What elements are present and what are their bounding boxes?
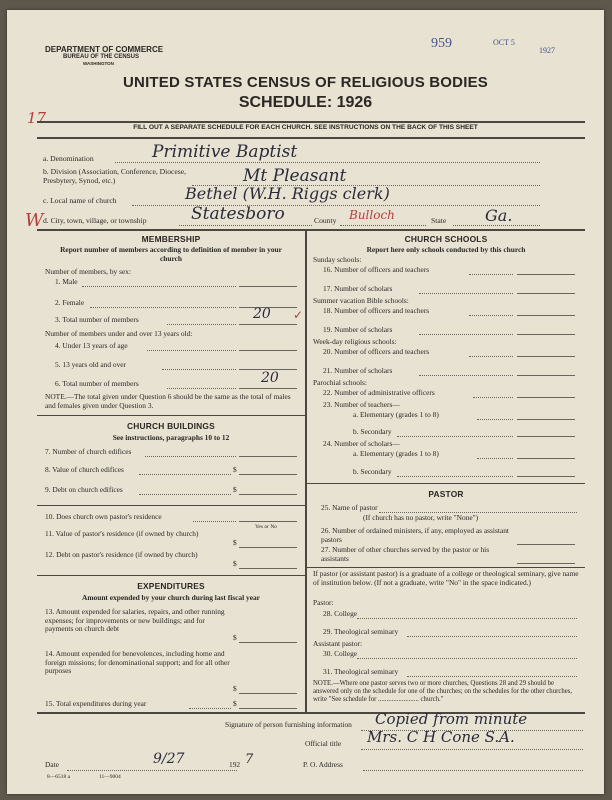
q22-label: 22. Number of administrative officers [323, 388, 435, 397]
q23a-answer[interactable] [517, 419, 575, 420]
q19-answer[interactable] [517, 334, 575, 335]
q18-label: 18. Number of officers and teachers [323, 306, 430, 315]
q26-label: 26. Number of ordained ministers, if any, employed as assistant pastors [321, 526, 509, 544]
q15-dollar: $ [233, 699, 237, 708]
q15-answer[interactable] [239, 708, 297, 709]
signature-value: Copied from minute [375, 710, 528, 728]
membership-heading: MEMBERSHIP [141, 234, 201, 244]
q5-label: 5. 13 years old and over [55, 360, 127, 369]
q14-answer[interactable] [239, 693, 297, 694]
q11-answer[interactable] [239, 547, 297, 548]
margin-mark-letter: W [25, 210, 44, 231]
q18-dots [469, 315, 513, 316]
po-address-line[interactable] [363, 770, 583, 771]
q22-dots [473, 397, 513, 398]
q24a-answer[interactable] [517, 458, 575, 459]
city-label: d. City, town, village, or township [43, 216, 147, 225]
q3-check-mark: ✓ [293, 308, 304, 322]
q8-dollar: $ [233, 465, 237, 474]
graduate-note: If pastor (or assistant pastor) is a graduate of a college or theological seminary, give name of institution below. (If not a graduate, write "No" in the space indicated.) [313, 569, 579, 587]
yes-no-hint: Yes or No [255, 524, 278, 530]
pastor-note: NOTE.—Where one pastor serves two or more churches, Questions 28 and 29 should be answered only on the schedule for one of the churches; on the schedules for the other churches, write "See schedule for ........................ church." [313, 680, 573, 703]
q5-dots [162, 369, 236, 370]
expenditures-intro: Amount expended by your church during last fiscal year [82, 593, 260, 602]
pastor-sub-label: Pastor: [313, 598, 334, 607]
q23b-dots [397, 436, 513, 437]
q8-label: 8. Value of church edifices [45, 465, 124, 474]
q12-dollar: $ [233, 559, 237, 568]
q13-answer[interactable] [239, 642, 297, 643]
q23b-label: b. Secondary [353, 427, 392, 436]
q13-label: 13. Amount expended for salaries, repairs, and other running expenses; for improvements or new buildings; and for payments on church debt [45, 607, 225, 634]
form-number: 8—6518 a [47, 774, 71, 780]
form-title: UNITED STATES CENSUS OF RELIGIOUS BODIES [123, 74, 488, 91]
q24a-dots [477, 458, 513, 459]
q19-dots [419, 334, 513, 335]
city-value: Statesboro [191, 204, 285, 224]
q7-label: 7. Number of church edifices [45, 447, 132, 456]
asst-sub-label: Assistant pastor: [313, 639, 363, 648]
bureau-name: BUREAU OF THE CENSUS [63, 54, 140, 60]
church-name-value: Bethel (W.H. Riggs clerk) [185, 184, 390, 203]
date-year-handwritten: 7 [245, 752, 254, 767]
buildings-rule [37, 415, 305, 416]
date-year-prefix: 192 [229, 760, 241, 769]
official-title-value: Mrs. C H Cone S.A. [367, 728, 515, 746]
q30-label: 30. College [323, 649, 358, 658]
state-line [453, 225, 540, 226]
q17-label: 17. Number of scholars [323, 284, 393, 293]
expenditures-rule [37, 575, 305, 576]
q7-dots [145, 456, 236, 457]
expenditures-heading: EXPENDITURES [137, 581, 205, 591]
general-instruction: FILL OUT A SEPARATE SCHEDULE FOR EACH CHURCH. SEE INSTRUCTIONS ON THE BACK OF THIS SHEET [133, 124, 478, 131]
stamp-date: OCT 5 [493, 38, 515, 47]
date-label: Date [45, 760, 59, 769]
stamp-year: 1927 [539, 46, 555, 55]
q3-answer[interactable] [239, 324, 297, 325]
form-number-secondary: 11—9004 [99, 774, 121, 780]
q16-answer[interactable] [517, 274, 575, 275]
q22-answer[interactable] [517, 397, 575, 398]
body-top-rule [37, 229, 585, 231]
bureau-city: WASHINGTON [83, 61, 114, 66]
weekday-label: Week-day religious schools: [313, 337, 397, 346]
buildings-heading: CHURCH BUILDINGS [127, 421, 215, 431]
q6-label: 6. Total number of members [55, 379, 139, 388]
q1-dots [82, 286, 236, 287]
graduate-rule [305, 567, 585, 568]
residence-rule [37, 505, 305, 506]
q29-dots [407, 636, 577, 637]
stamp-number: 959 [431, 36, 452, 51]
date-line[interactable] [67, 770, 237, 771]
q1-label: 1. Male [55, 277, 78, 286]
denomination-line [115, 162, 540, 163]
q6-dots [167, 388, 236, 389]
q23a-label: a. Elementary (grades 1 to 8) [353, 410, 439, 419]
q9-answer[interactable] [239, 494, 297, 495]
q8-answer[interactable] [239, 474, 297, 475]
q19-label: 19. Number of scholars [323, 325, 393, 334]
county-value: Bulloch [349, 208, 395, 222]
q31-label: 31. Theological seminary [323, 667, 399, 676]
instruction-rule [37, 137, 585, 139]
q16-label: 16. Number of officers and teachers [323, 265, 430, 274]
q28-label: 28. College [323, 609, 358, 618]
q9-dots [139, 494, 231, 495]
q20-label: 20. Number of officers and teachers [323, 347, 430, 356]
membership-note: NOTE.—The total given under Question 6 should be the same as the total of males and females given under Question 3. [45, 392, 291, 410]
q6-value: 20 [261, 370, 279, 386]
q11-label: 11. Value of pastor's residence (if owned by church) [45, 529, 199, 538]
q16-dots [469, 274, 513, 275]
po-address-label: P. O. Address [303, 760, 343, 769]
division-value: Mt Pleasant [243, 166, 347, 186]
q24b-label: b. Secondary [353, 467, 392, 476]
q10-answer[interactable] [239, 521, 297, 522]
census-schedule-sheet [7, 10, 604, 794]
q21-answer[interactable] [517, 375, 575, 376]
q18-answer[interactable] [517, 315, 575, 316]
schools-intro: Report here only schools conducted by this church [366, 245, 526, 254]
q24b-dots [397, 476, 513, 477]
q20-dots [469, 356, 513, 357]
q13-dollar: $ [233, 633, 237, 642]
by-sex-label: Number of members, by sex: [45, 267, 131, 276]
q21-dots [419, 375, 513, 376]
q4-answer[interactable] [239, 350, 297, 351]
q29-label: 29. Theological seminary [323, 627, 399, 636]
sunday-label: Sunday schools: [313, 255, 362, 264]
q12-answer[interactable] [239, 568, 297, 569]
q2-label: 2. Female [55, 298, 85, 307]
q4-dots [147, 350, 236, 351]
q8-dots [139, 474, 231, 475]
q3-label: 3. Total number of members [55, 315, 139, 324]
pastor-heading: PASTOR [428, 489, 464, 499]
q17-dots [419, 293, 513, 294]
official-title-label: Official title [305, 739, 342, 748]
q15-dots [189, 708, 231, 709]
q10-label: 10. Does church own pastor's residence [45, 512, 162, 521]
q4-label: 4. Under 13 years of age [55, 341, 128, 350]
q24a-label: a. Elementary (grades 1 to 8) [353, 449, 439, 458]
q3-dots [167, 324, 236, 325]
q9-dollar: $ [233, 485, 237, 494]
age-intro: Number of members under and over 13 years old: [45, 329, 193, 338]
q6-answer[interactable] [239, 388, 297, 389]
q31-dots [407, 676, 577, 677]
summer-label: Summer vacation Bible schools: [313, 296, 409, 305]
division-label: b. Division (Association, Conference, Diocese, Presbytery, Synod, etc.) [43, 167, 186, 185]
q28-dots [357, 618, 577, 619]
q24b-answer[interactable] [517, 476, 575, 477]
title-rule [37, 121, 585, 123]
signature-label: Signature of person furnishing information [225, 720, 352, 729]
church-name-label: c. Local name of church [43, 196, 117, 205]
q1-answer[interactable] [239, 286, 297, 287]
schools-heading: CHURCH SCHOOLS [404, 234, 488, 244]
q21-label: 21. Number of scholars [323, 366, 393, 375]
department-name: DEPARTMENT OF COMMERCE [45, 45, 164, 54]
parochial-label: Parochial schools: [313, 378, 367, 387]
q25-note: (If church has no pastor, write "None") [363, 513, 479, 522]
q23b-answer[interactable] [517, 436, 575, 437]
q2-dots [90, 307, 236, 308]
denomination-label: a. Denomination [43, 154, 94, 163]
form-subtitle: SCHEDULE: 1926 [238, 94, 373, 111]
denomination-value: Primitive Baptist [152, 142, 298, 162]
q14-label: 14. Amount expended for benevolences, including home and foreign missions; for denominational support; and for all other purposes [45, 649, 230, 676]
date-value: 9/27 [153, 751, 185, 767]
state-value: Ga. [485, 206, 513, 225]
q11-dollar: $ [233, 538, 237, 547]
q7-answer[interactable] [239, 456, 297, 457]
q24-label: 24. Number of scholars— [323, 439, 400, 448]
q27-label: 27. Number of other churches served by the pastor or his assistants [321, 545, 490, 563]
q15-label: 15. Total expenditures during year [45, 699, 147, 708]
q9-label: 9. Debt on church edifices [45, 485, 123, 494]
margin-mark-number: 17 [27, 109, 47, 127]
q23a-dots [477, 419, 513, 420]
city-line [179, 225, 312, 226]
q26-answer[interactable] [517, 544, 575, 545]
q20-answer[interactable] [517, 356, 575, 357]
q30-dots [357, 658, 577, 659]
q17-answer[interactable] [517, 293, 575, 294]
q14-dollar: $ [233, 684, 237, 693]
county-label: County [314, 216, 337, 225]
q10-dots [193, 521, 236, 522]
q12-label: 12. Debt on pastor's residence (if owned by church) [45, 550, 198, 559]
county-line [340, 225, 426, 226]
column-divider [305, 229, 307, 712]
q27-answer[interactable] [517, 563, 575, 564]
pastor-rule [305, 483, 585, 484]
q3-value: 20 [253, 306, 271, 322]
state-label: State [431, 216, 447, 225]
buildings-intro: See instructions, paragraphs 10 to 12 [112, 433, 230, 442]
membership-intro: Report number of members according to definition of member in your church [60, 245, 282, 263]
q25-label: 25. Name of pastor [321, 503, 378, 512]
q23-label: 23. Number of teachers— [323, 400, 400, 409]
official-title-line[interactable] [361, 749, 583, 750]
